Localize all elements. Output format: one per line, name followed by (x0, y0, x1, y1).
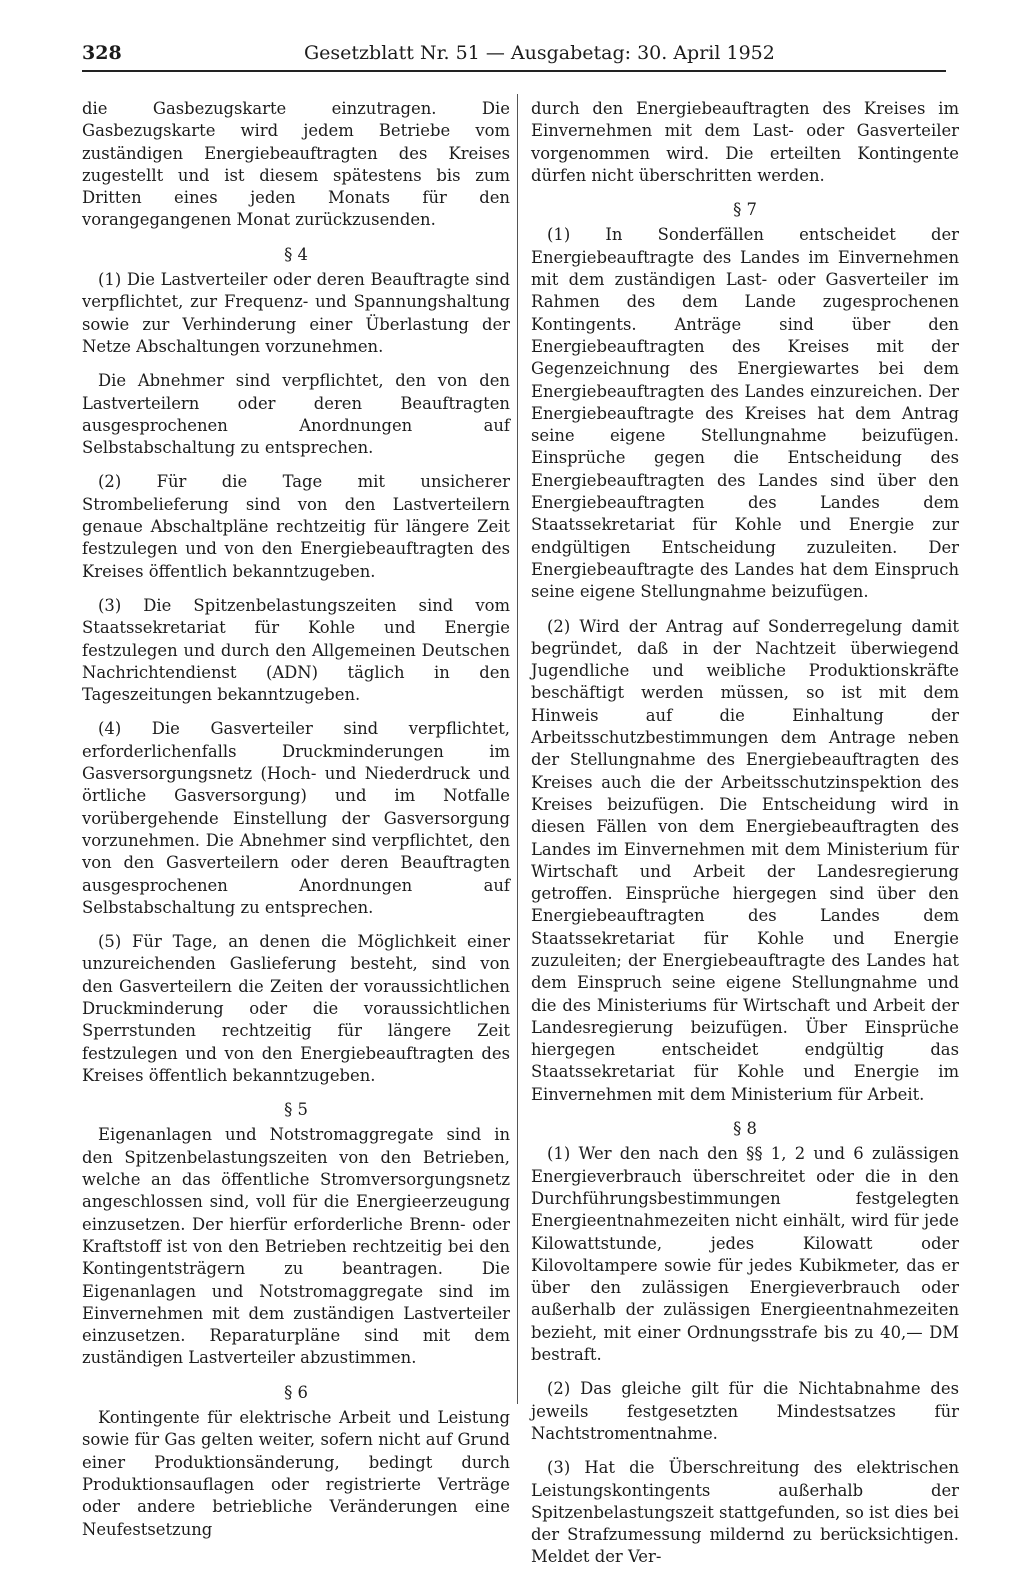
section-heading-7: § 7 (733, 200, 757, 220)
paragraph-s6-continued: durch den Energiebeauftragten des Kreises im Einvernehmen mit dem Last- oder Gasverteiler vorgenommen wird. Die erteilten Kontingente dürfen nicht überschritten werden. (531, 99, 959, 185)
paragraph-s4-4: (3) Die Spitzenbelastungszeiten sind vom Staatssekretariat für Kohle und Energie festzulegen und durch den Allgemeinen Deutschen Nachrichtendienst (ADN) täglich in den Tageszeitungen bekanntzugeben. (82, 595, 510, 705)
paragraph-s8-2: (2) Das gleiche gilt für die Nichtabnahme des jeweils festgesetzten Mindestsatzes für Nachtstromentnahme. (531, 1379, 959, 1443)
running-title: Gesetzblatt Nr. 51 — Ausgabetag: 30. April 1952 (304, 42, 775, 64)
section-heading-5: § 5 (284, 1100, 308, 1120)
page-number: 328 (82, 42, 122, 64)
section-heading-8: § 8 (733, 1119, 757, 1139)
paragraph-s7-2: (2) Wird der Antrag auf Sonderregelung damit begründet, daß in der Nachtzeit überwiegend Jugendliche und weibliche Produktionskräfte beschäftigt werden müssen, so ist mit dem Hinweis auf die Einhaltung der Arbeitsschutzbestimmungen dem Antrage neben der Stellungnahme des Energiebeauftragten des Kreises auch die der Arbeitsschutzinspektion des Kreises beizufügen. Die Entscheidung wird in diesen Fällen von dem Energiebeauftragten des Landes im Einvernehmen mit dem Ministerium für Wirtschaft und Arbeit der Landesregierung getroffen. Einsprüche hiergegen sind über den Energiebeauftragten des Landes dem Staatssekretariat für Kohle und Energie zuzuleiten; der Energiebeauftragte des Landes hat dem Einspruch seine eigene Stellungnahme und die des Ministeriums für Wirtschaft und Arbeit der Landesregierung beizufügen. Über Einsprüche hiergegen entscheidet endgültig das Staatssekretariat für Kohle und Energie im Einvernehmen mit dem Ministerium für Arbeit. (531, 616, 959, 1104)
left-column (82, 98, 510, 1541)
page-header (82, 40, 946, 72)
paragraph-s5-1: Eigenanlagen und Notstromaggregate sind in den Spitzenbelastungszeiten von den Betrieben, welche an das öffentliche Stromversorgungsnetz angeschlossen sind, voll für die Energieerzeugung einzusetzen. Der hierfür erforderliche Brenn- oder Kraftstoff ist von den Betrieben rechtzeitig bei den Kontingentsträgern zu beantragen. Die Eigenanlagen und Notstromaggregate sind im Einvernehmen mit dem zuständigen Lastverteiler einzusetzen. Reparaturpläne sind mit dem zuständigen Lastverteiler abzustimmen. (82, 1125, 510, 1368)
paragraph-s7-1: (1) In Sonderfällen entscheidet der Energiebeauftragte des Landes im Einvernehmen mit dem zuständigen Last- oder Gasverteiler im Rahmen des dem Lande zugesprochenen Kontingents. Anträge sind über den Energiebeauftragten des Kreises mit der Gegenzeichnung des Energiewartes bei dem Energiebeauftragten des Landes einzureichen. Der Energiebeauftragte des Kreises hat dem Antrag seine eigene Stellungnahme beizufügen. Einsprüche gegen die Entscheidung des Energiebeauftragten des Landes sind über den Energiebeauftragten des Landes dem Staatssekretariat für Kohle und Energie zur endgültigen Entscheidung zuzuleiten. Der Energiebeauftragte des Landes hat dem Einspruch seine eigene Stellungnahme beizufügen. (531, 225, 959, 602)
column-divider (517, 94, 518, 1404)
paragraph-s4-3: (2) Für die Tage mit unsicherer Strombelieferung sind von den Lastverteilern genaue Abschaltpläne rechtzeitig für längere Zeit festzulegen und von den Energiebeauftragten des Kreises öffentlich bekanntzugeben. (82, 472, 510, 581)
section-heading-4: § 4 (284, 244, 308, 264)
paragraph-s4-6: (5) Für Tage, an denen die Möglichkeit einer unzureichenden Gaslieferung besteht, sind von den Gasverteilern die Zeiten der voraussichtlichen Druckminderung oder die voraussichtlichen Sperrstunden rechtzeitig für längere Zeit festzulegen und von den Energiebeauftragten des Kreises öffentlich bekanntzugeben. (82, 932, 510, 1085)
paragraph-s8-1: (1) Wer den nach den §§ 1, 2 und 6 zulässigen Energieverbrauch überschreitet oder die in den Durchführungsbestimmungen festgelegten Energieentnahmezeiten nicht einhält, wird für jede Kilowattstunde, jedes Kilowatt oder Kilovoltampere sowie für jedes Kubikmeter, das er über den zulässigen Energieverbrauch oder außerhalb der zulässigen Energieentnahmezeiten bezieht, mit einer Ordnungsstrafe bis zu 40,— DM bestraft. (531, 1144, 959, 1365)
paragraph-s4-2: Die Abnehmer sind verpflichtet, den von den Lastverteilern oder deren Beauftragten ausgesprochenen Anordnungen auf Selbstabschaltung zu entsprechen. (82, 371, 510, 458)
right-column (531, 98, 959, 1569)
paragraph-s6-1: Kontingente für elektrische Arbeit und Leistung sowie für Gas gelten weiter, sofern nicht auf Grund einer Produktionsänderung, bedingt durch Produktionsauflagen oder registrierte Verträge oder andere betriebliche Veränderungen eine Neufestsetzung (82, 1408, 510, 1539)
section-heading-6: § 6 (284, 1382, 308, 1402)
paragraph-s4-1: (1) Die Lastverteiler oder deren Beauftragte sind verpflichtet, zur Frequenz- und Spannungshaltung sowie zur Verhinderung einer Überlastung der Netze Abschaltungen vorzunehmen. (82, 270, 510, 356)
paragraph-s8-3: (3) Hat die Überschreitung des elektrischen Leistungskontingents außerhalb der Spitzenbelastungszeit stattgefunden, so ist dies bei der Strafzumessung mildernd zu berücksichtigen. Meldet der Ver- (531, 1458, 959, 1567)
paragraph-s4-5: (4) Die Gasverteiler sind verpflichtet, erforderlichenfalls Druckminderungen im Gasversorgungsnetz (Hoch- und Niederdruck und örtliche Gasversorgung) und im Notfalle vorübergehende Einstellung der Gasversorgung vorzunehmen. Die Abnehmer sind verpflichtet, den von den Gasverteilern oder deren Beauftragten ausgesprochenen Anordnungen auf Selbstabschaltung zu entsprechen. (82, 719, 510, 917)
paragraph-intro: die Gasbezugskarte einzutragen. Die Gasbezugskarte wird jedem Betriebe vom zuständigen Energiebeauftragten des Kreises zugestellt und ist diesem spätestens bis zum Dritten eines jeden Monats für den vorangegangenen Monat zurückzusenden. (82, 99, 510, 230)
